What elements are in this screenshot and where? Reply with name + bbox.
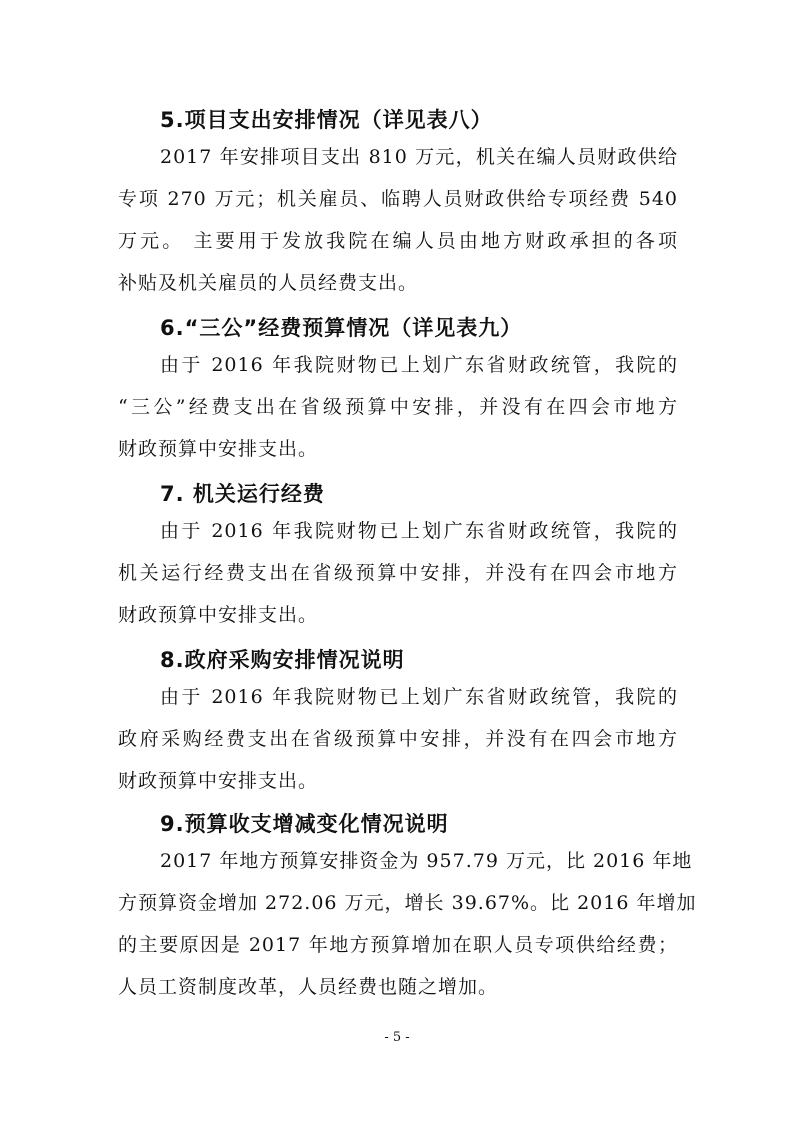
paragraph-line: 财政预算中安排支出。	[118, 770, 319, 792]
paragraph-line: 的主要原因是 2017 年地方预算增加在职人员专项供给经费；	[118, 934, 678, 956]
section-5-body	[118, 136, 678, 304]
paragraph-line: 由于 2016 年我院财物已上划广东省财政统管，我院的	[160, 686, 678, 708]
paragraph-line: 方预算资金增加 272.06 万元，增长 39.67%。比 2016 年增加	[118, 892, 697, 914]
paragraph-line: 由于 2016 年我院财物已上划广东省财政统管，我院的	[160, 520, 678, 542]
paragraph-line: 政府采购经费支出在省级预算中安排，并没有在四会市地方	[118, 728, 678, 750]
paragraph-line: “三公”经费支出在省级预算中安排，并没有在四会市地方	[118, 396, 678, 418]
section-6-heading: 6.“三公”经费预算情况（详见表九）	[160, 316, 523, 340]
section-8-body	[118, 676, 678, 802]
section-7-body	[118, 510, 678, 636]
paragraph-line: 补贴及机关雇员的人员经费支出。	[118, 272, 419, 294]
section-9-heading: 9.预算收支增减变化情况说明	[160, 812, 449, 836]
section-6-paragraph	[118, 344, 678, 470]
section-5-heading: 5.项目支出安排情况（详见表八）	[160, 108, 493, 132]
section-6-body	[118, 344, 678, 470]
paragraph-line: 财政预算中安排支出。	[118, 438, 319, 460]
paragraph-line: 由于 2016 年我院财物已上划广东省财政统管，我院的	[160, 354, 678, 376]
paragraph-line: 人员工资制度改革，人员经费也随之增加。	[118, 976, 499, 998]
paragraph-line: 机关运行经费支出在省级预算中安排，并没有在四会市地方	[118, 562, 678, 584]
paragraph-line: 2017 年地方预算安排资金为 957.79 万元，比 2016 年地	[160, 850, 693, 872]
page-number: - 5 -	[384, 1030, 410, 1045]
paragraph-line: 财政预算中安排支出。	[118, 604, 319, 626]
paragraph-line: 2017 年安排项目支出 810 万元，机关在编人员财政供给	[160, 146, 678, 168]
section-5-paragraph	[118, 136, 678, 304]
section-7-paragraph	[118, 510, 678, 636]
section-7-heading: 7. 机关运行经费	[160, 482, 325, 506]
paragraph-line: 万元。 主要用于发放我院在编人员由地方财政承担的各项	[118, 230, 678, 252]
section-9-paragraph	[118, 840, 697, 1008]
section-8-heading: 8.政府采购安排情况说明	[160, 648, 405, 672]
paragraph-line: 专项 270 万元；机关雇员、临聘人员财政供给专项经费 540	[118, 188, 678, 210]
section-9-body	[118, 840, 697, 1008]
section-8-paragraph	[118, 676, 678, 802]
